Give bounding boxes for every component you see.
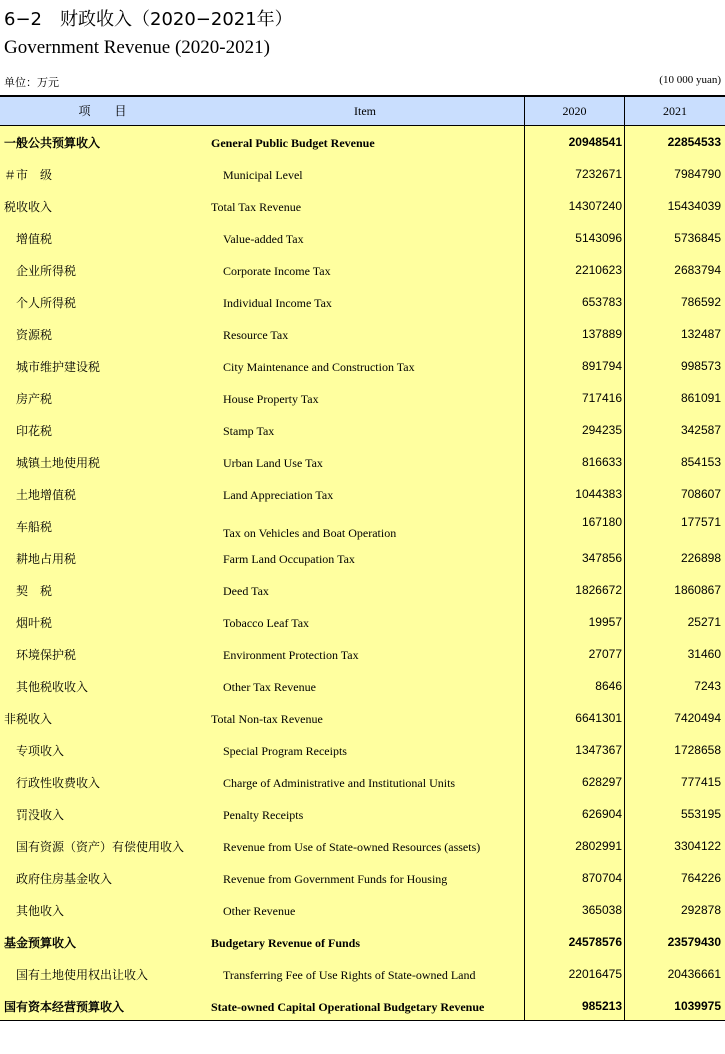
table-row <box>0 670 725 702</box>
row-label-cn: 增值税 <box>16 232 53 246</box>
row-label-cn: 非税收入 <box>4 712 53 726</box>
row-label-en: Total Tax Revenue <box>211 200 302 214</box>
row-label-cn: 印花税 <box>16 424 53 438</box>
value-2021: 23579430 <box>667 935 721 949</box>
value-2021: 31460 <box>687 647 721 661</box>
value-2020: 653783 <box>581 295 622 309</box>
table-row <box>0 862 725 894</box>
value-2021: 1728658 <box>674 743 721 757</box>
row-label-cn: 环境保护税 <box>16 648 77 662</box>
value-2021: 1039975 <box>674 999 721 1013</box>
value-2020: 717416 <box>581 391 622 405</box>
value-2021: 998573 <box>680 359 721 373</box>
value-2021: 177571 <box>680 515 721 529</box>
value-2021: 708607 <box>680 487 721 501</box>
header-year-2021: 2021 <box>663 104 687 118</box>
table-row <box>0 542 725 574</box>
row-label-en: Revenue from Government Funds for Housing <box>223 872 448 886</box>
table-row <box>0 990 725 1022</box>
table-row <box>0 254 725 286</box>
row-label-cn: 其他收入 <box>16 904 65 918</box>
value-2021: 7984790 <box>674 167 721 181</box>
table-row <box>0 222 725 254</box>
value-2021: 854153 <box>680 455 721 469</box>
row-label-en: Charge of Administrative and Institutional Units <box>223 776 456 790</box>
column-divider-item <box>524 97 525 1020</box>
value-2021: 7243 <box>694 679 721 693</box>
table-row <box>0 158 725 190</box>
value-2021: 226898 <box>680 551 721 565</box>
table-bottom-rule <box>0 1020 725 1021</box>
table-row <box>0 638 725 670</box>
row-label-cn: 国有土地使用权出让收入 <box>16 968 149 982</box>
value-2021: 553195 <box>680 807 721 821</box>
table-row <box>0 766 725 798</box>
table-row <box>0 798 725 830</box>
row-label-cn: 城市维护建设税 <box>16 360 101 374</box>
value-2020: 2210623 <box>575 263 622 277</box>
value-2020: 347856 <box>581 551 622 565</box>
value-2020: 891794 <box>581 359 622 373</box>
value-2021: 292878 <box>680 903 721 917</box>
value-2021: 2683794 <box>674 263 721 277</box>
row-label-en: Deed Tax <box>223 584 269 598</box>
row-label-en: Tobacco Leaf Tax <box>223 616 310 630</box>
row-label-cn: 房产税 <box>16 392 53 406</box>
header-year-2020: 2020 <box>562 104 587 118</box>
table-row <box>0 702 725 734</box>
value-2020: 985213 <box>581 999 622 1013</box>
table-row <box>0 510 725 542</box>
row-label-cn: 资源税 <box>16 328 53 342</box>
table-rows <box>0 126 725 1022</box>
row-label-cn: 契 税 <box>16 584 53 598</box>
table-row <box>0 478 725 510</box>
table-row <box>0 126 725 158</box>
value-2020: 20948541 <box>568 135 622 149</box>
value-2021: 22854533 <box>667 135 721 149</box>
row-label-en: Penalty Receipts <box>223 808 304 822</box>
row-label-en: Special Program Receipts <box>223 744 347 758</box>
value-2021: 342587 <box>680 423 721 437</box>
row-label-en: Tax on Vehicles and Boat Operation <box>223 526 397 540</box>
row-label-cn: 行政性收费收入 <box>16 776 101 790</box>
value-2020: 626904 <box>581 807 622 821</box>
header-item-cn: 项 目 <box>78 104 127 118</box>
row-label-en: Budgetary Revenue of Funds <box>211 936 361 950</box>
row-label-en: Environment Protection Tax <box>223 648 359 662</box>
row-label-en: Transferring Fee of Use Rights of State-owned Land <box>223 968 476 982</box>
row-label-en: General Public Budget Revenue <box>211 136 375 150</box>
row-label-en: House Property Tax <box>223 392 319 406</box>
row-label-en: Urban Land Use Tax <box>223 456 323 470</box>
row-label-cn: 政府住房基金收入 <box>16 872 113 886</box>
row-label-cn: ＃市 级 <box>4 168 53 182</box>
value-2021: 15434039 <box>667 199 721 213</box>
value-2021: 25271 <box>687 615 721 629</box>
row-label-cn: 税收收入 <box>4 200 53 214</box>
value-2020: 1347367 <box>575 743 622 757</box>
value-2021: 132487 <box>680 327 721 341</box>
value-2020: 27077 <box>588 647 622 661</box>
value-2020: 1826672 <box>575 583 622 597</box>
value-2021: 777415 <box>680 775 721 789</box>
value-2021: 3304122 <box>674 839 721 853</box>
table-row <box>0 574 725 606</box>
value-2021: 764226 <box>680 871 721 885</box>
row-label-en: Revenue from Use of State-owned Resources (assets) <box>223 840 481 854</box>
table-row <box>0 830 725 862</box>
table-row <box>0 190 725 222</box>
value-2020: 7232671 <box>575 167 622 181</box>
table-row <box>0 446 725 478</box>
table-row <box>0 606 725 638</box>
row-label-en: Corporate Income Tax <box>223 264 331 278</box>
value-2020: 167180 <box>581 515 622 529</box>
value-2020: 870704 <box>581 871 622 885</box>
table-row <box>0 414 725 446</box>
header-item-en: Item <box>354 104 376 118</box>
row-label-cn: 车船税 <box>16 520 53 534</box>
value-2021: 20436661 <box>667 967 721 981</box>
page-title-cn: 6−2 财政收入（2020−2021年） <box>4 9 293 30</box>
row-label-en: City Maintenance and Construction Tax <box>223 360 415 374</box>
value-2021: 5736845 <box>674 231 721 245</box>
value-2021: 786592 <box>680 295 721 309</box>
row-label-en: State-owned Capital Operational Budgetary Revenue <box>211 1000 485 1014</box>
row-label-cn: 罚没收入 <box>16 808 65 822</box>
table-row <box>0 286 725 318</box>
value-2020: 24578576 <box>568 935 622 949</box>
row-label-cn: 个人所得税 <box>16 296 77 310</box>
row-label-cn: 耕地占用税 <box>16 552 77 566</box>
row-label-en: Municipal Level <box>223 168 303 182</box>
column-divider-years <box>624 97 625 1020</box>
row-label-en: Land Appreciation Tax <box>223 488 334 502</box>
table-row <box>0 894 725 926</box>
table-row <box>0 318 725 350</box>
table-row <box>0 350 725 382</box>
row-label-cn: 国有资本经营预算收入 <box>4 1000 125 1014</box>
row-label-en: Value-added Tax <box>223 232 304 246</box>
value-2020: 365038 <box>581 903 622 917</box>
value-2020: 14307240 <box>568 199 622 213</box>
value-2020: 2802991 <box>575 839 622 853</box>
row-label-en: Individual Income Tax <box>223 296 332 310</box>
row-label-en: Total Non-tax Revenue <box>211 712 323 726</box>
row-label-cn: 基金预算收入 <box>4 936 77 950</box>
value-2020: 628297 <box>581 775 622 789</box>
value-2020: 816633 <box>581 455 622 469</box>
row-label-cn: 专项收入 <box>16 744 65 758</box>
table-row <box>0 382 725 414</box>
table-row <box>0 926 725 958</box>
value-2020: 1044383 <box>575 487 622 501</box>
value-2020: 8646 <box>595 679 622 693</box>
row-label-en: Other Tax Revenue <box>223 680 316 694</box>
value-2020: 5143096 <box>575 231 622 245</box>
row-label-en: Stamp Tax <box>223 424 275 438</box>
row-label-cn: 城镇土地使用税 <box>16 456 101 470</box>
row-label-en: Farm Land Occupation Tax <box>223 552 355 566</box>
value-2020: 137889 <box>581 327 622 341</box>
value-2021: 1860867 <box>674 583 721 597</box>
unit-label-cn: 单位：万元 <box>4 76 59 89</box>
value-2021: 7420494 <box>674 711 721 725</box>
value-2020: 19957 <box>588 615 622 629</box>
value-2020: 6641301 <box>575 711 622 725</box>
value-2020: 294235 <box>581 423 622 437</box>
page-title-en: Government Revenue (2020-2021) <box>4 37 270 58</box>
row-label-cn: 国有资源（资产）有偿使用收入 <box>16 840 185 854</box>
unit-label-en: (10 000 yuan) <box>659 74 721 86</box>
table-row <box>0 958 725 990</box>
value-2021: 861091 <box>680 391 721 405</box>
row-label-cn: 其他税收收入 <box>16 680 89 694</box>
table-row <box>0 734 725 766</box>
row-label-cn: 烟叶税 <box>16 616 53 630</box>
row-label-cn: 企业所得税 <box>16 264 77 278</box>
row-label-en: Resource Tax <box>223 328 289 342</box>
row-label-cn: 一般公共预算收入 <box>4 136 101 150</box>
row-label-cn: 土地增值税 <box>16 488 77 502</box>
row-label-en: Other Revenue <box>223 904 296 918</box>
value-2020: 22016475 <box>568 967 622 981</box>
